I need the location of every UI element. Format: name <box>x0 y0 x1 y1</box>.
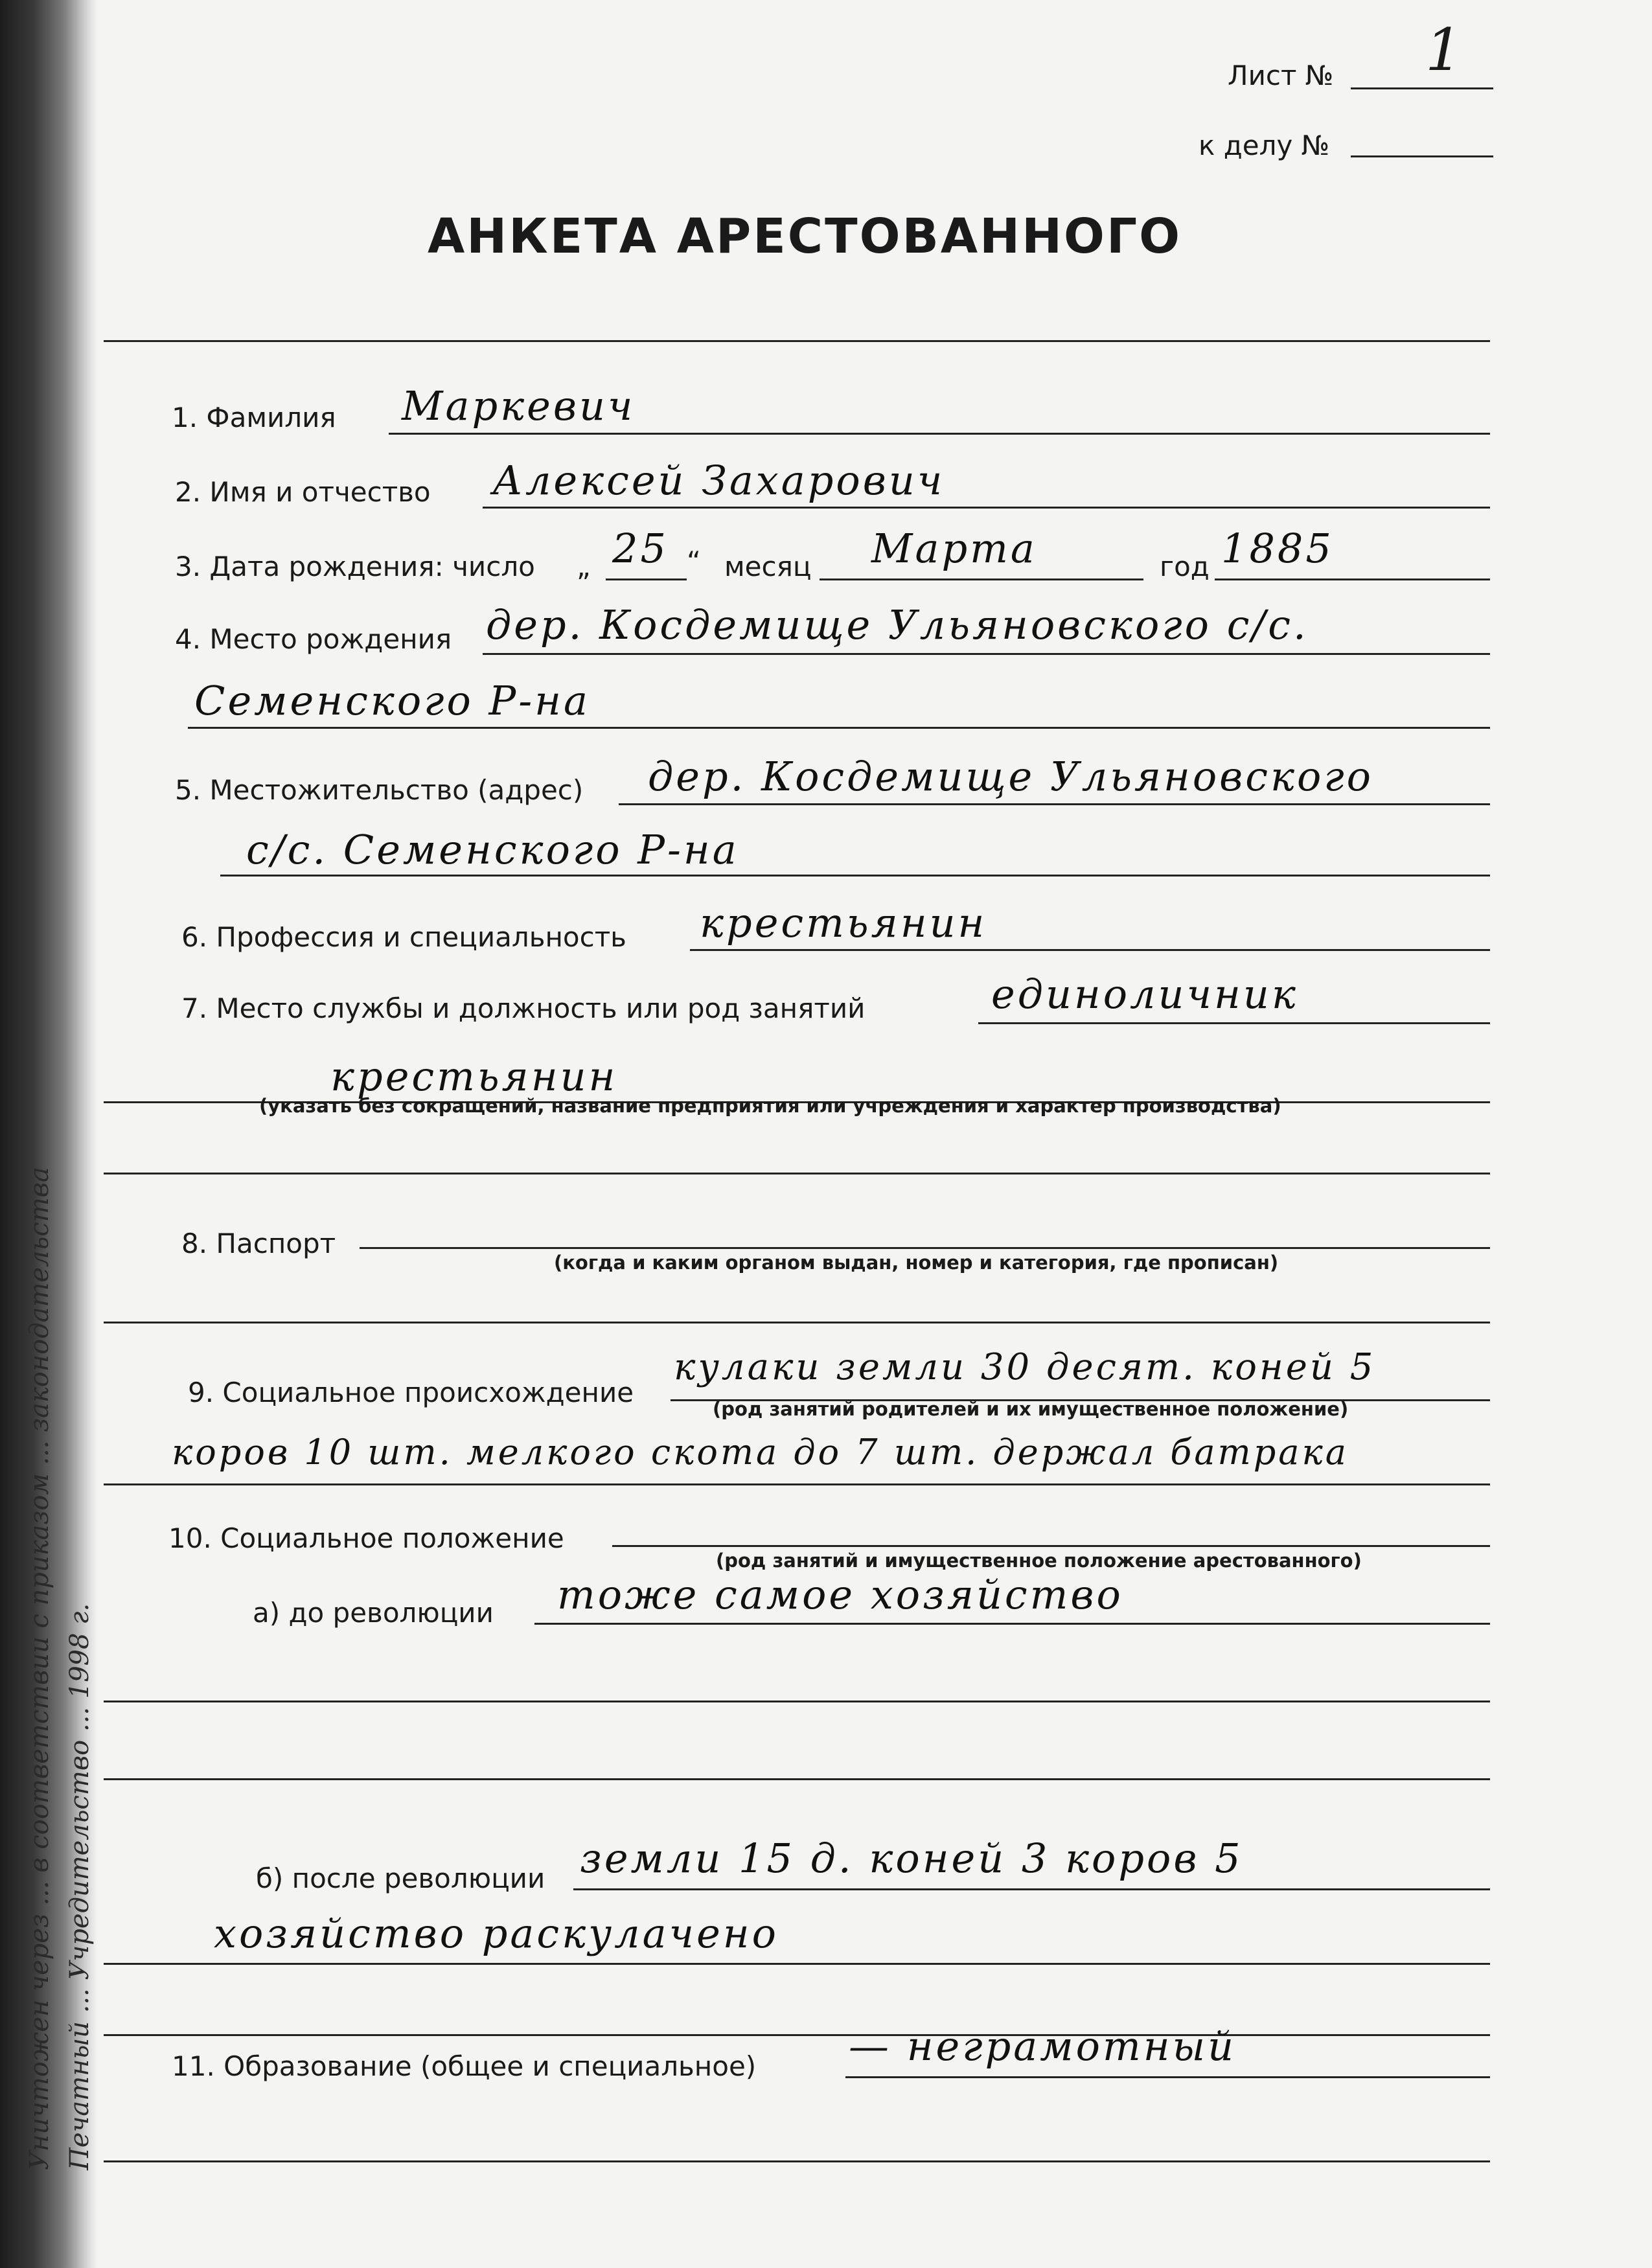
education-label: 11. Образование (общее и специальное) <box>172 2050 757 2082</box>
birth-open-quote: „ <box>577 551 591 582</box>
birth-year-label: год <box>1160 551 1210 582</box>
birthplace-value-2: Семенского Р-на <box>194 677 590 724</box>
residence-value-1: дер. Косдемище Ульяновского <box>648 753 1373 800</box>
social-status-hint: (род занятий и имущественное положение арестованного) <box>716 1550 1362 1572</box>
before-revolution-line-2 <box>104 1701 1490 1702</box>
workplace-value-2: крестьянин <box>330 1053 618 1100</box>
birth-month-label: месяц <box>724 551 812 582</box>
margin-note-line-2: Печатный ... Учредительство ... 1998 г. <box>65 1603 95 2170</box>
birthplace-line-1 <box>483 653 1490 655</box>
passport-line <box>360 1247 1490 1249</box>
after-revolution-value-1: земли 15 д. коней 3 коров 5 <box>580 1835 1243 1882</box>
residence-label: 5. Местожительство (адрес) <box>175 774 584 806</box>
origin-line-2 <box>104 1483 1490 1485</box>
birthplace-label: 4. Место рождения <box>175 623 452 655</box>
workplace-hint: (указать без сокращений, название предприятия или учреждения и характер производства) <box>259 1095 1281 1117</box>
birth-day-line <box>606 578 687 580</box>
before-revolution-value: тоже самое хозяйство <box>557 1571 1123 1618</box>
social-status-label: 10. Социальное положение <box>168 1522 564 1554</box>
birth-close-quote: “ <box>687 545 701 577</box>
name-label: 2. Имя и отчество <box>175 476 431 508</box>
birthplace-line-2 <box>188 727 1490 729</box>
birth-day: 25 <box>612 525 669 572</box>
after-revolution-value-2: хозяйство раскулачено <box>214 1910 779 1957</box>
case-line <box>1351 155 1493 157</box>
after-revolution-line-3 <box>104 2034 1490 2036</box>
origin-hint: (род занятий родителей и их имущественное положение) <box>713 1398 1349 1420</box>
residence-line-2 <box>220 875 1490 876</box>
residence-line-1 <box>619 803 1490 805</box>
passport-line-2 <box>104 1322 1490 1323</box>
origin-label: 9. Социальное происхождение <box>188 1377 634 1408</box>
surname-label: 1. Фамилия <box>172 402 336 433</box>
margin-note-line-1: Уничтожен через ... в соответствии с приказом ... законодательства <box>25 1167 54 2170</box>
workplace-line-3 <box>104 1173 1490 1174</box>
before-revolution-label: а) до революции <box>253 1597 494 1629</box>
name-value: Алексей Захарович <box>492 457 945 504</box>
sheet-label: Лист № <box>1228 60 1334 91</box>
profession-value: крестьянин <box>700 899 987 946</box>
workplace-line-1 <box>978 1022 1490 1024</box>
origin-value-1: кулаки земли 30 десят. коней 5 <box>674 1346 1376 1388</box>
title-rule <box>104 340 1490 342</box>
after-revolution-line-1 <box>573 1888 1490 1890</box>
birth-year: 1885 <box>1221 525 1334 572</box>
name-line <box>483 507 1490 509</box>
after-revolution-label: б) после революции <box>256 1862 545 1894</box>
birthplace-value-1: дер. Косдемище Ульяновского с/с. <box>486 601 1309 648</box>
surname-value: Маркевич <box>402 382 636 430</box>
birth-year-line <box>1215 578 1490 580</box>
surname-line <box>389 433 1490 435</box>
passport-label: 8. Паспорт <box>181 1228 336 1259</box>
sheet-line <box>1351 87 1493 89</box>
profession-line <box>690 949 1490 951</box>
workplace-value-1: единоличник <box>991 970 1298 1018</box>
social-status-line <box>612 1545 1490 1547</box>
after-revolution-line-2 <box>104 1963 1490 1965</box>
education-line-2 <box>104 2160 1490 2162</box>
birth-month-line <box>820 578 1143 580</box>
sheet-number: 1 <box>1425 16 1463 84</box>
origin-value-2: коров 10 шт. мелкого скота до 7 шт. держал батрака <box>172 1432 1349 1472</box>
profession-label: 6. Профессия и специальность <box>181 921 626 953</box>
form-title: АНКЕТА АРЕСТОВАННОГО <box>428 209 1182 264</box>
education-value: — неграмотный <box>849 2022 1237 2070</box>
birth-label: 3. Дата рождения: число <box>175 551 535 582</box>
residence-value-2: с/с. Семенского Р-на <box>246 826 739 873</box>
education-line <box>845 2076 1490 2078</box>
case-label: к делу № <box>1199 130 1330 161</box>
margin-note <box>19 810 100 2170</box>
workplace-label: 7. Место службы и должность или род занятий <box>181 992 866 1024</box>
passport-hint: (когда и каким органом выдан, номер и категория, где прописан) <box>554 1252 1279 1274</box>
birth-month: Марта <box>871 525 1037 572</box>
before-revolution-line-3 <box>104 1778 1490 1780</box>
before-revolution-line <box>534 1623 1490 1625</box>
